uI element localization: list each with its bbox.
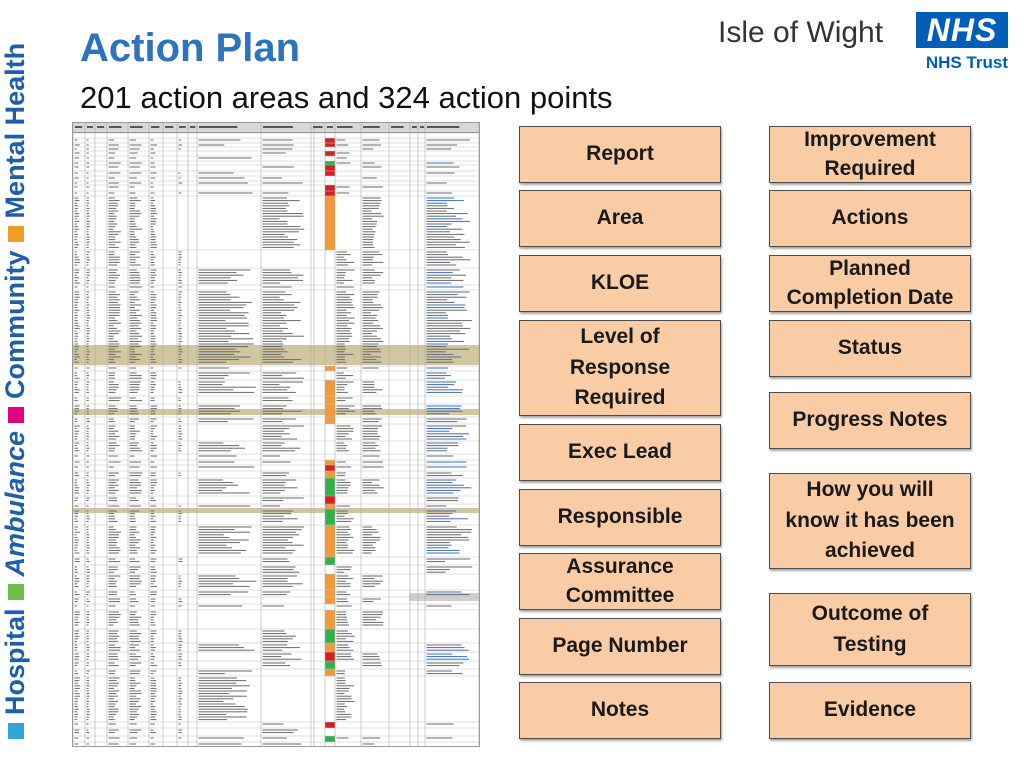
side-banner: [0, 0, 52, 768]
field-how-you-will-know-achieved: How you will know it has been achieved: [769, 473, 971, 569]
banner-ambulance: Ambulance: [0, 430, 30, 577]
nhs-badge: NHS: [916, 12, 1008, 48]
spreadsheet-grid-graphic: [73, 123, 480, 747]
logo-organisation: Isle of Wight: [718, 16, 884, 49]
field-assurance-committee: Assurance Committee: [519, 553, 721, 610]
page-subtitle: 201 action areas and 324 action points: [80, 80, 613, 115]
field-page-number: Page Number: [519, 618, 721, 675]
field-notes: Notes: [519, 682, 721, 739]
field-planned-completion-date: Planned Completion Date: [769, 255, 971, 312]
mental-health-square-icon: [8, 226, 24, 242]
community-square-icon: [8, 407, 24, 423]
ambulance-square-icon: [8, 584, 24, 600]
hospital-square-icon: [8, 723, 24, 739]
field-evidence: Evidence: [769, 682, 971, 739]
page-title: Action Plan: [80, 26, 301, 70]
field-status: Status: [769, 320, 971, 377]
field-improvement-required: Improvement Required: [769, 126, 971, 183]
side-banner-text: [2, 43, 29, 747]
field-kloe: KLOE: [519, 255, 721, 312]
field-outcome-of-testing: Outcome of Testing: [769, 593, 971, 666]
field-actions: Actions: [769, 190, 971, 247]
logo-trust: NHS Trust: [925, 53, 1008, 72]
field-exec-lead: Exec Lead: [519, 424, 721, 481]
nhs-logo: [718, 12, 1018, 76]
field-responsible: Responsible: [519, 489, 721, 546]
field-area: Area: [519, 190, 721, 247]
field-progress-notes: Progress Notes: [769, 392, 971, 449]
banner-mental-health: Mental Health: [0, 42, 30, 219]
action-plan-spreadsheet-thumbnail: [72, 122, 480, 747]
field-report: Report: [519, 126, 721, 183]
banner-community: Community: [0, 250, 30, 399]
banner-hospital: Hospital: [0, 608, 30, 715]
field-level-of-response-required: Level of Response Required: [519, 320, 721, 416]
